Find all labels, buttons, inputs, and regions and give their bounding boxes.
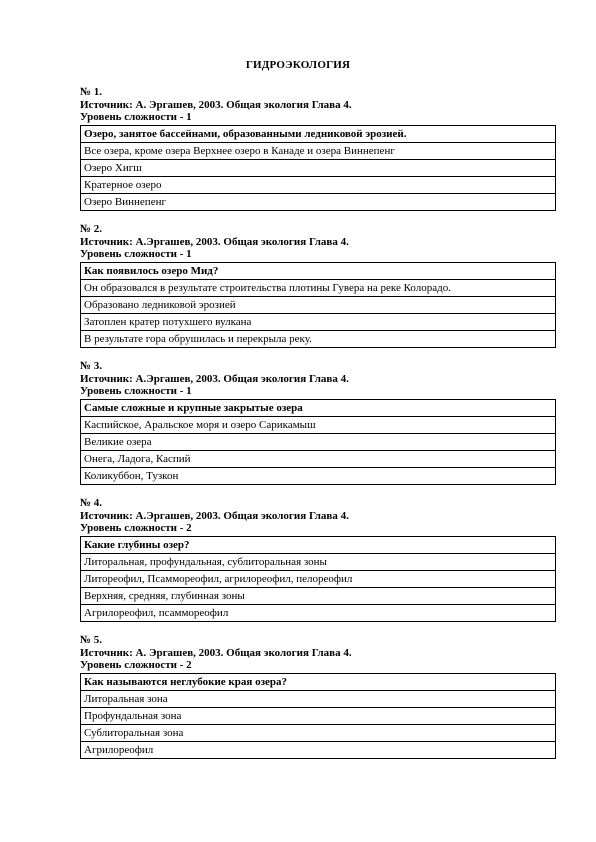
question-table — [80, 536, 556, 622]
question-number: № 5. — [80, 634, 103, 646]
question-number: № 2. — [80, 223, 103, 235]
question-block-2 — [80, 223, 556, 348]
answer-option: Литореофил, Псаммореофил, агрилореофил, пелореофил — [81, 570, 556, 587]
question-level: Уровень сложности - 2 — [80, 659, 192, 671]
answer-option: Образовано ледниковой эрозией — [81, 296, 556, 313]
answer-option: Профундальная зона — [81, 707, 556, 724]
question-number: № 3. — [80, 360, 103, 372]
question-text: Как появилось озеро Мид? — [81, 262, 556, 279]
answer-option: Агрилореофил — [81, 741, 556, 758]
question-number: № 1. — [80, 86, 103, 98]
question-block-3 — [80, 360, 556, 485]
answer-option: Литоральная, профундальная, сублиторальная зоны — [81, 553, 556, 570]
question-text: Озеро, занятое бассейнами, образованными ледниковой эрозией. — [81, 125, 556, 142]
question-source: Источник: А.Эргашев, 2003. Общая экология Глава 4. — [80, 509, 349, 522]
question-level: Уровень сложности - 1 — [80, 248, 192, 260]
question-source: Источник: А. Эргашев, 2003. Общая экология Глава 4. — [80, 98, 352, 111]
question-source: Источник: А. Эргашев, 2003. Общая экология Глава 4. — [80, 646, 352, 659]
question-level: Уровень сложности - 1 — [80, 111, 192, 123]
answer-option: Онега, Ладога, Каспий — [81, 450, 556, 467]
question-table — [80, 262, 556, 348]
question-text: Как называются неглубокие края озера? — [81, 673, 556, 690]
question-block-1 — [80, 86, 556, 211]
answer-option: Литоральная зона — [81, 690, 556, 707]
answer-option: Великие озера — [81, 433, 556, 450]
answer-option: Затоплен кратер потухшего вулкана — [81, 313, 556, 330]
question-text: Какие глубины озер? — [81, 536, 556, 553]
question-text: Самые сложные и крупные закрытые озера — [81, 399, 556, 416]
answer-option: Верхняя, средняя, глубинная зоны — [81, 587, 556, 604]
question-block-4 — [80, 497, 556, 622]
answer-option: Кратерное озеро — [81, 176, 556, 193]
question-level: Уровень сложности - 2 — [80, 522, 192, 534]
answer-option: Сублиторальная зона — [81, 724, 556, 741]
answer-option: В результате гора обрушилась и перекрыла реку. — [81, 330, 556, 347]
answer-option: Коликуббон, Тузкон — [81, 467, 556, 484]
question-number: № 4. — [80, 497, 103, 509]
question-source: Источник: А.Эргашев, 2003. Общая экология Глава 4. — [80, 235, 349, 248]
question-table — [80, 125, 556, 211]
answer-option: Озеро Хигш — [81, 159, 556, 176]
answer-option: Агрилореофил, псаммореофил — [81, 604, 556, 621]
answer-option: Все озера, кроме озера Верхнее озеро в Канаде и озера Виннепенг — [81, 142, 556, 159]
page-title: ГИДРОЭКОЛОГИЯ — [245, 59, 351, 71]
question-table — [80, 399, 556, 485]
question-table — [80, 673, 556, 759]
answer-option: Озеро Виннепенг — [81, 193, 556, 210]
answer-option: Каспийское, Аральское моря и озеро Сарикамыш — [81, 416, 556, 433]
question-level: Уровень сложности - 1 — [80, 385, 192, 397]
question-block-5 — [80, 634, 556, 759]
answer-option: Он образовался в результате строительства плотины Гувера на реке Колорадо. — [81, 279, 556, 296]
question-source: Источник: А.Эргашев, 2003. Общая экология Глава 4. — [80, 372, 349, 385]
